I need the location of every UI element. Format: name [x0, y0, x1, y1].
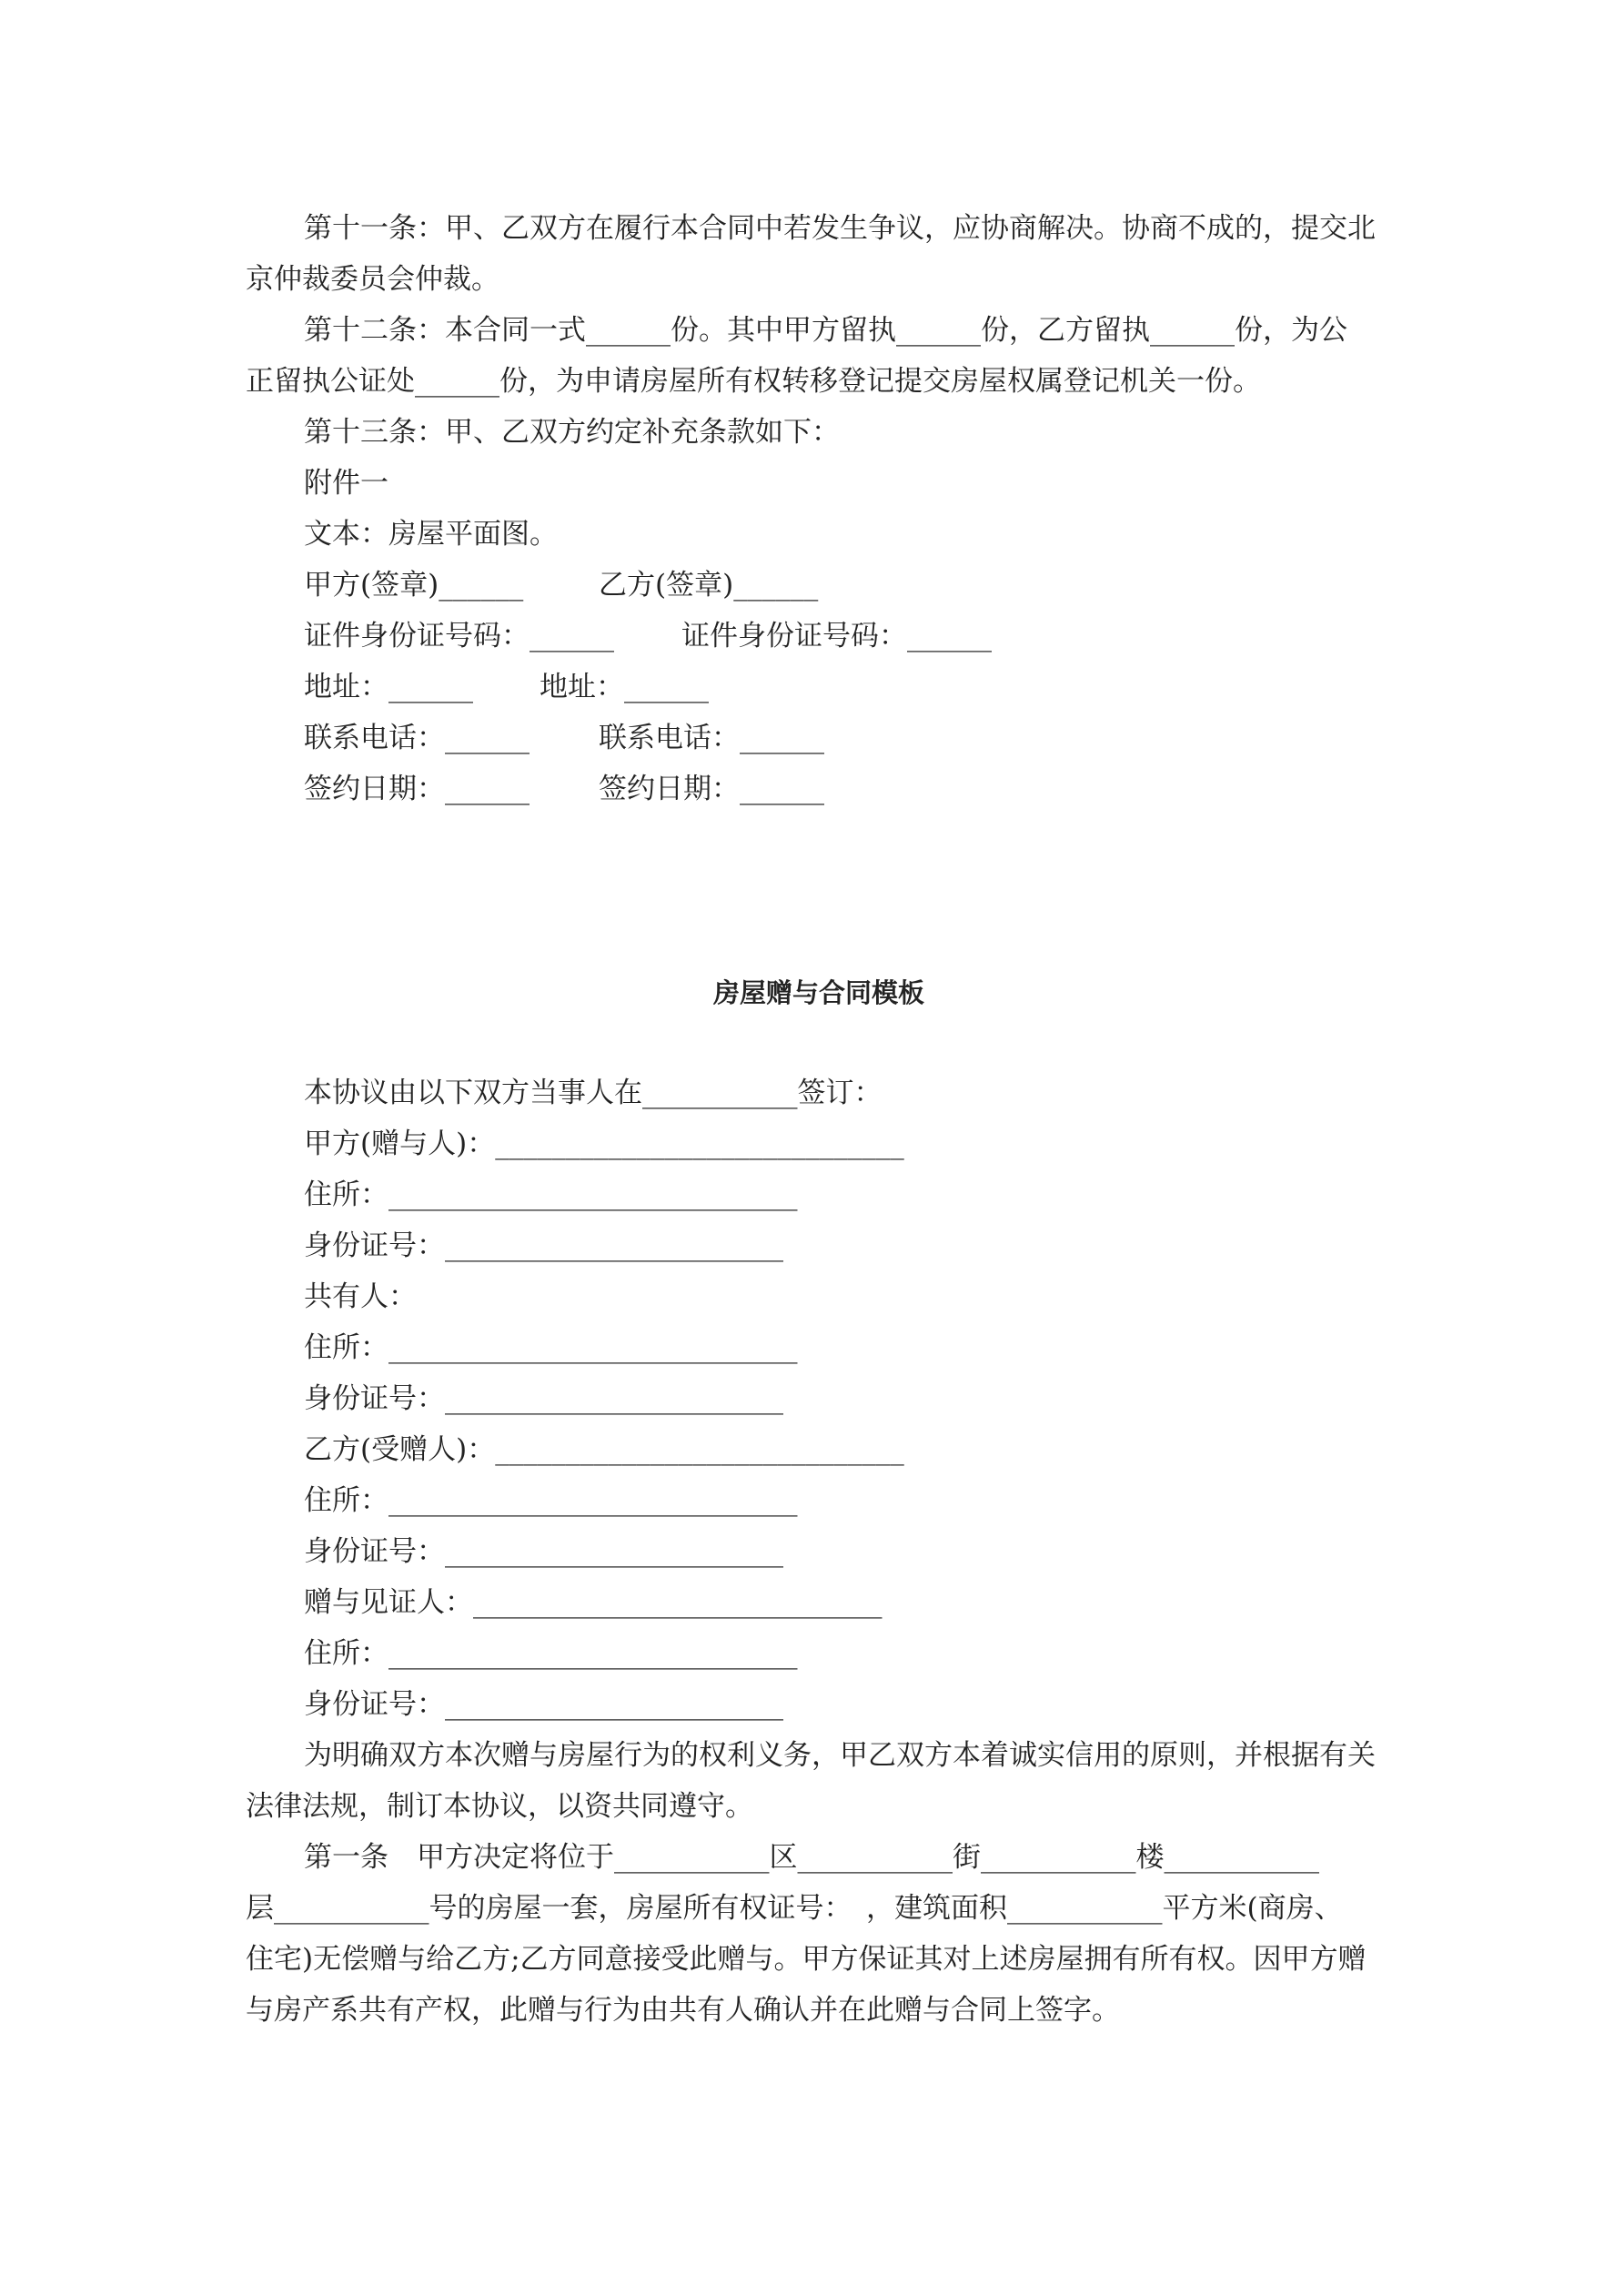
party-a-address: 地址：______	[304, 671, 473, 703]
party-b-address: 地址：______	[540, 671, 709, 703]
article-12-line-1: 第十二条：本合同一式______份。其中甲方留执______份，乙方留执______份，为公	[304, 314, 1347, 347]
party-b-signature: 乙方(签章)______	[599, 569, 819, 602]
article-1-line-2: 层___________号的房屋一套，房屋所有权证号： ，建筑面积___________平方米(商房、	[246, 1892, 1343, 1925]
party-a-phone: 联系电话：______	[304, 722, 530, 754]
title-spacer	[246, 1018, 1392, 1067]
id-number-row	[304, 611, 1392, 662]
witness-address-field: 住所：_____________________________	[304, 1637, 798, 1670]
floor-plan-text: 文本：房屋平面图。	[304, 518, 558, 551]
donee-field: 乙方(受赠人)：_____________________________	[304, 1433, 904, 1466]
witness-field: 赠与见证人：_____________________________	[304, 1586, 883, 1619]
article-1-line-3: 住宅)无偿赠与给乙方;乙方同意接受此赠与。甲方保证其对上述房屋拥有所有权。因甲方赠	[246, 1943, 1367, 1976]
party-a-id-number: 证件身份证号码：______	[304, 620, 614, 652]
party-b-date: 签约日期：______	[599, 773, 824, 805]
phone-row	[304, 713, 1392, 764]
article-1-line-4: 与房产系共有产权，此赠与行为由共有人确认并在此赠与合同上签字。	[246, 1994, 1120, 2027]
article-1-line-1: 第一条 甲方决定将位于___________区___________街___________楼___________	[304, 1841, 1319, 1874]
article-11-line-1: 第十一条：甲、乙双方在履行本合同中若发生争议，应协商解决。协商不成的，提交北	[304, 212, 1376, 245]
article-13: 第十三条：甲、乙双方约定补充条款如下：	[304, 416, 840, 449]
donor-address-field: 住所：_____________________________	[304, 1178, 798, 1211]
donee-address-field: 住所：_____________________________	[304, 1484, 798, 1517]
donee-id-field: 身份证号：________________________	[304, 1535, 783, 1568]
page-title: 房屋赠与合同模板	[712, 977, 924, 1008]
agreement-intro: 本协议由以下双方当事人在___________签订：	[304, 1077, 883, 1109]
co-owner-label: 共有人：	[304, 1280, 417, 1313]
signature-row	[304, 560, 1392, 611]
section-spacer	[246, 814, 1392, 967]
address-row	[304, 662, 1392, 713]
purpose-line-2: 法律法规，制订本协议，以资共同遵守。	[246, 1790, 753, 1823]
party-b-phone: 联系电话：______	[599, 722, 824, 754]
donor-id-field: 身份证号：________________________	[304, 1229, 783, 1262]
co-owner-address-field: 住所：_____________________________	[304, 1331, 798, 1364]
co-owner-id-field: 身份证号：________________________	[304, 1382, 783, 1415]
donor-field: 甲方(赠与人)：_____________________________	[304, 1128, 904, 1160]
party-b-id-number: 证件身份证号码：______	[681, 620, 992, 652]
witness-id-field: 身份证号：________________________	[304, 1688, 783, 1721]
document-content	[246, 203, 1392, 2036]
date-row	[304, 764, 1392, 814]
party-a-date: 签约日期：______	[304, 773, 530, 805]
article-12-line-2: 正留执公证处______份，为申请房屋所有权转移登记提交房屋权属登记机关一份。	[246, 365, 1261, 398]
party-a-signature: 甲方(签章)______	[304, 569, 524, 602]
purpose-line-1: 为明确双方本次赠与房屋行为的权利义务，甲乙双方本着诚实信用的原则，并根据有关	[304, 1739, 1376, 1772]
article-11-line-2: 京仲裁委员会仲裁。	[246, 263, 499, 296]
attachment-label: 附件一	[304, 467, 388, 500]
